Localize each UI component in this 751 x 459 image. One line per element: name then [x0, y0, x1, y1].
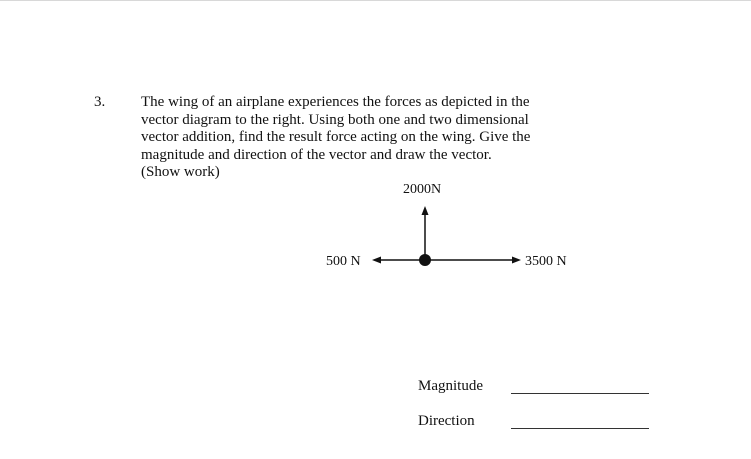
question-line: magnitude and direction of the vector and draw the vector.	[141, 146, 492, 163]
question-number: 3.	[94, 94, 106, 110]
direction-label: Direction	[418, 413, 475, 429]
force-label-left: 500 N	[326, 254, 361, 269]
question-line: (Show work)	[141, 164, 220, 181]
magnitude-answer-blank[interactable]	[511, 393, 649, 394]
force-label-right: 3500 N	[525, 254, 567, 269]
question-line: vector diagram to the right. Using both one and two dimensional	[141, 111, 529, 128]
arrowhead-left	[372, 257, 381, 264]
question-line: The wing of an airplane experiences the forces as depicted in the	[141, 94, 530, 110]
direction-answer-blank[interactable]	[511, 428, 649, 429]
arrowhead-right	[512, 257, 521, 264]
force-label-up: 2000N	[403, 182, 442, 197]
question-line: vector addition, find the result force acting on the wing. Give the	[141, 129, 531, 146]
arrowhead-up	[422, 206, 429, 215]
magnitude-label: Magnitude	[418, 378, 483, 394]
origin-point	[419, 254, 431, 266]
